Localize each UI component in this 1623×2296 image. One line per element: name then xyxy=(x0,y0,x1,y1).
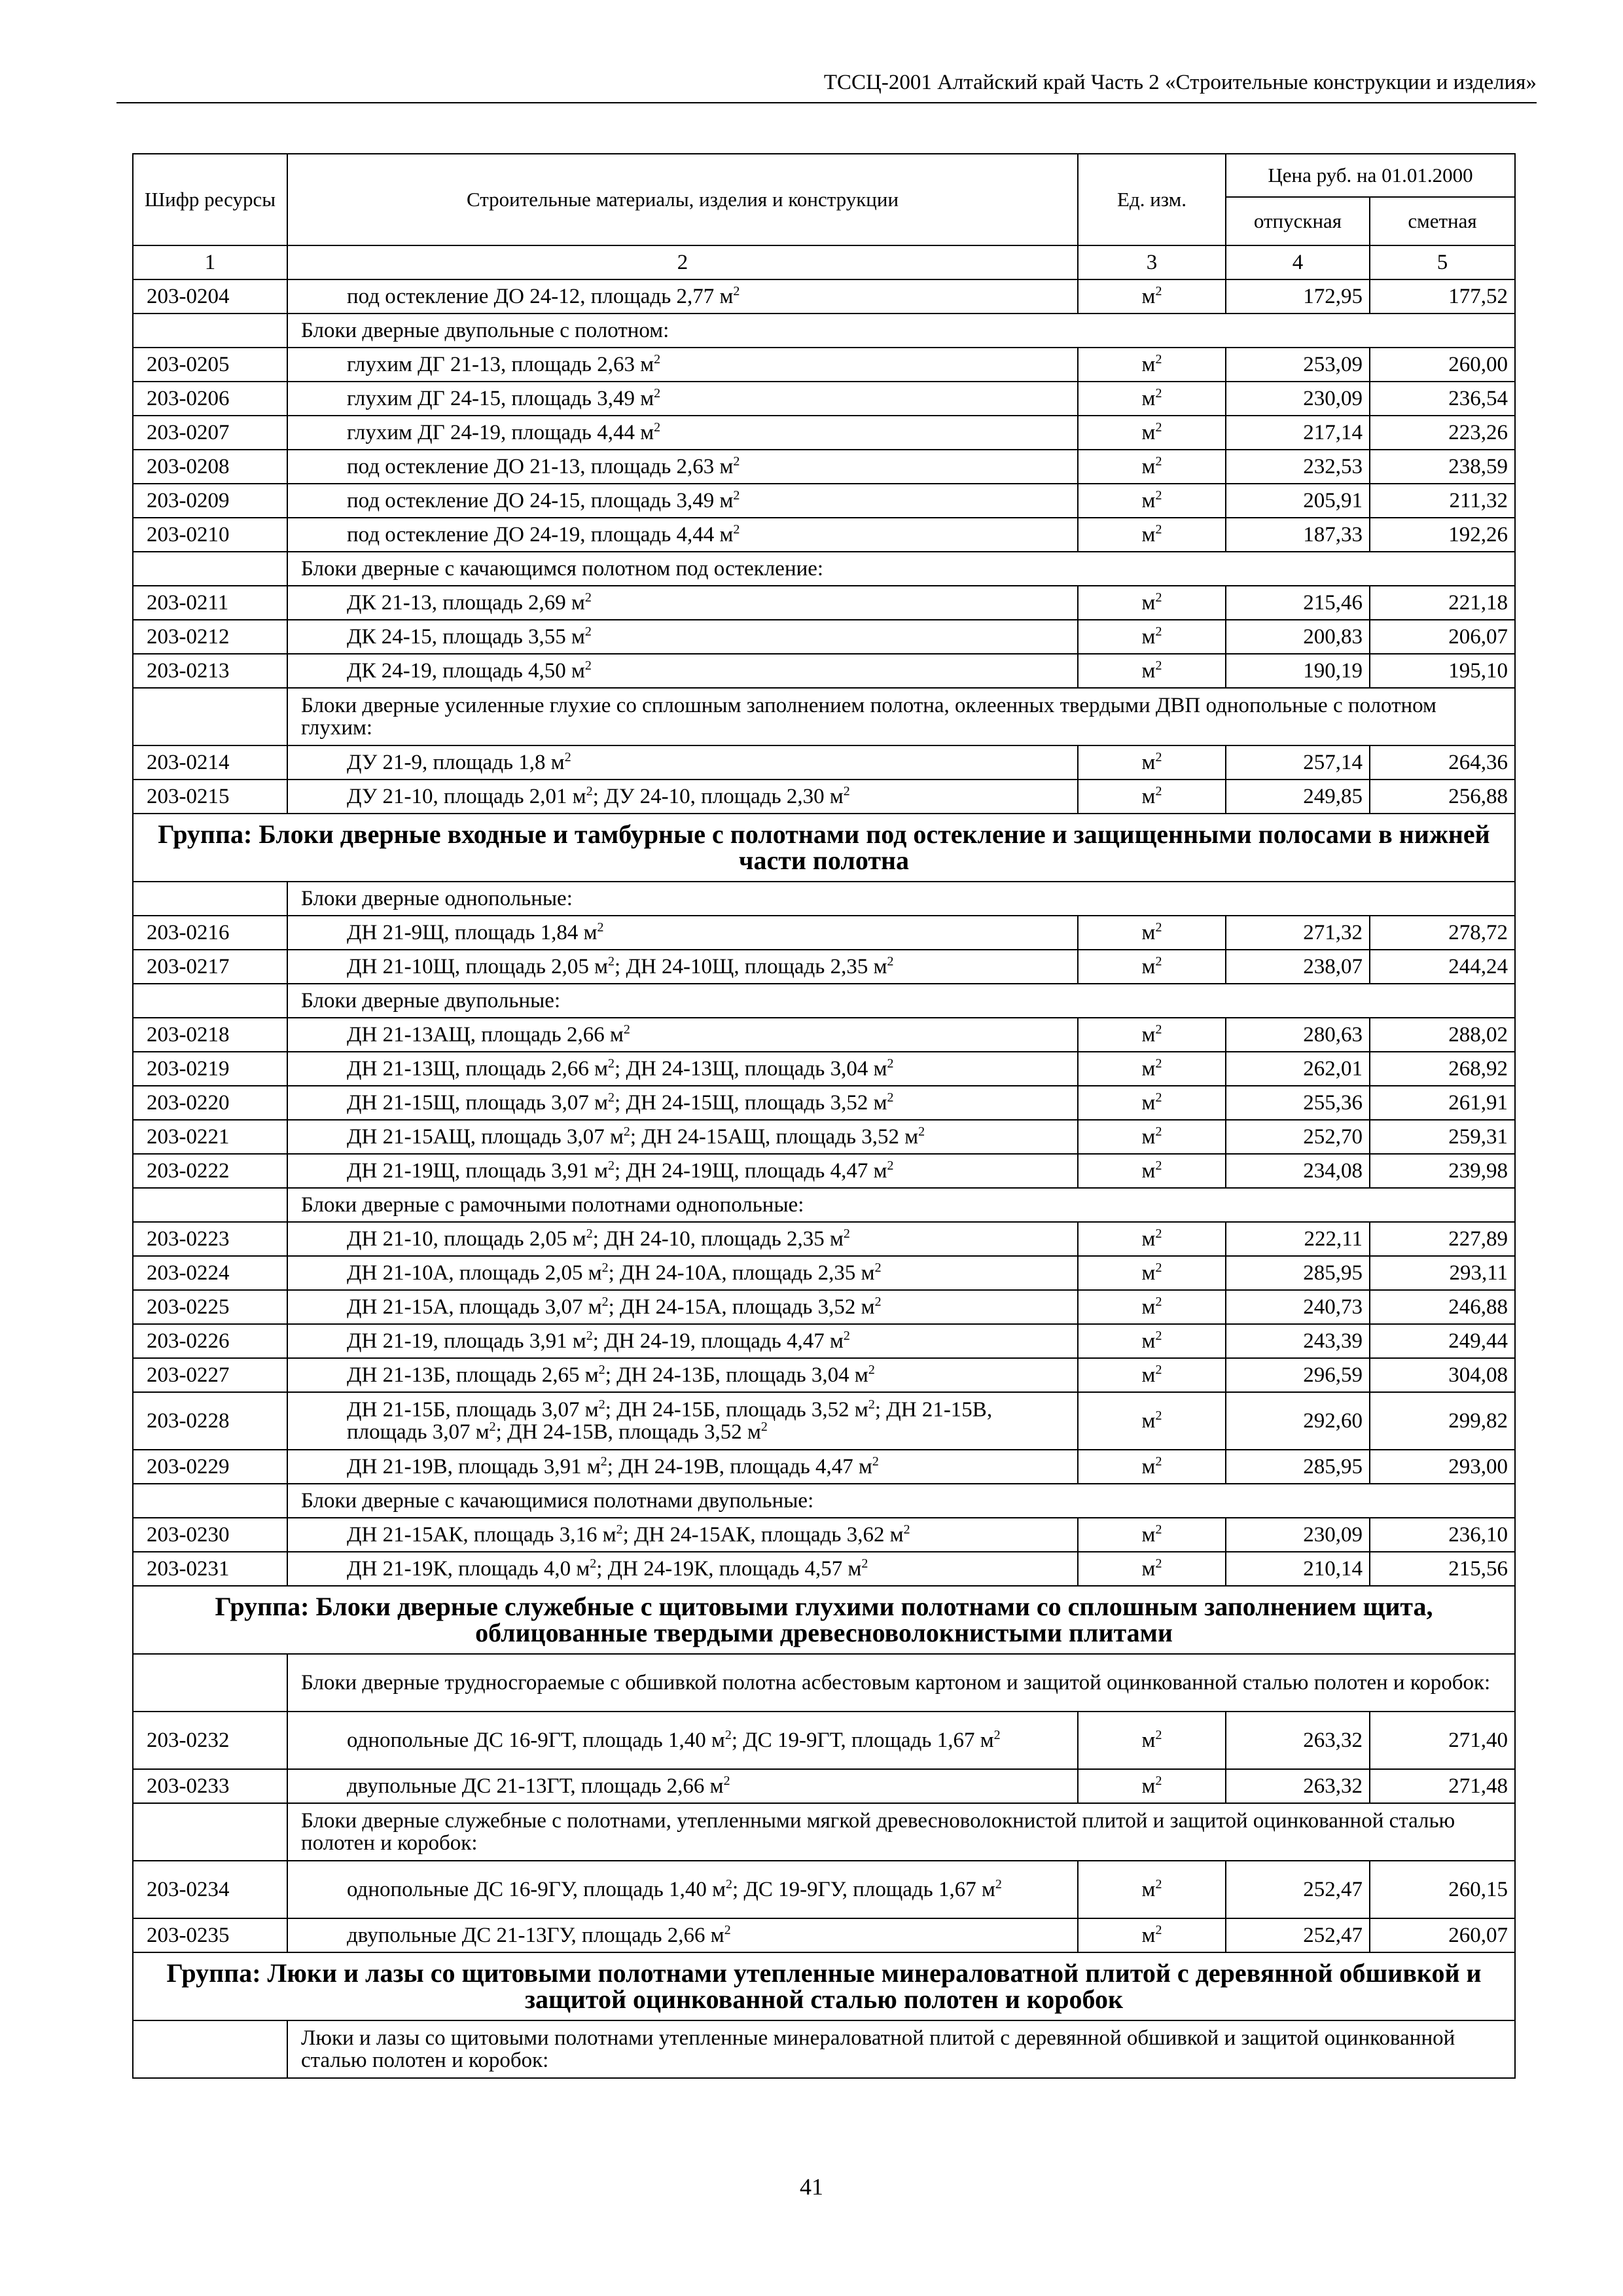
subheading-row xyxy=(133,2020,1515,2078)
item-estimate-price: 271,48 xyxy=(1370,1769,1515,1803)
empty-code-cell xyxy=(133,552,287,586)
item-unit: $м^2$ xyxy=(1078,1358,1226,1392)
item-unit: $м^2$ xyxy=(1078,1256,1226,1290)
group-heading-row xyxy=(133,1586,1515,1654)
group-heading-row xyxy=(133,814,1515,882)
item-code: 203-0232 xyxy=(133,1712,287,1769)
item-release-price: 222,11 xyxy=(1226,1222,1370,1256)
item-release-price: 172,95 xyxy=(1226,279,1370,314)
item-name: ДН 21-19, площадь 3,91 $м^2$; ДН 24-19, площадь 4,47 $м^2$ xyxy=(287,1324,1078,1358)
item-estimate-price: 244,24 xyxy=(1370,950,1515,984)
item-release-price: 210,14 xyxy=(1226,1552,1370,1586)
item-estimate-price: 223,26 xyxy=(1370,416,1515,450)
item-code: 203-0207 xyxy=(133,416,287,450)
item-code: 203-0227 xyxy=(133,1358,287,1392)
table-row xyxy=(133,1769,1515,1803)
col-number: 1 xyxy=(133,245,287,279)
subheading-text: Люки и лазы со щитовыми полотнами утепленные минераловатной плитой с деревянной обшивкой и защитой оцинкованной сталью полотен и коробок: xyxy=(287,2020,1515,2078)
item-unit: $м^2$ xyxy=(1078,450,1226,484)
item-release-price: 190,19 xyxy=(1226,654,1370,688)
item-name: двупольные ДС 21-13ГТ, площадь 2,66 $м^2$ xyxy=(287,1769,1078,1803)
item-code: 203-0218 xyxy=(133,1018,287,1052)
subheading-row xyxy=(133,688,1515,745)
item-name: ДН 21-13АЩ, площадь 2,66 $м^2$ xyxy=(287,1018,1078,1052)
item-release-price: 255,36 xyxy=(1226,1086,1370,1120)
item-release-price: 249,85 xyxy=(1226,780,1370,814)
item-code: 203-0219 xyxy=(133,1052,287,1086)
item-estimate-price: 192,26 xyxy=(1370,518,1515,552)
item-unit: $м^2$ xyxy=(1078,780,1226,814)
table-row xyxy=(133,1290,1515,1324)
item-name: под остекление ДО 21-13, площадь 2,63 $м^2$ xyxy=(287,450,1078,484)
table-row xyxy=(133,950,1515,984)
item-unit: $м^2$ xyxy=(1078,1120,1226,1154)
subheading-row xyxy=(133,1654,1515,1712)
item-estimate-price: 221,18 xyxy=(1370,586,1515,620)
table-row xyxy=(133,1324,1515,1358)
item-estimate-price: 260,07 xyxy=(1370,1918,1515,1952)
item-estimate-price: 215,56 xyxy=(1370,1552,1515,1586)
item-estimate-price: 260,00 xyxy=(1370,348,1515,382)
empty-code-cell xyxy=(133,314,287,348)
item-name: ДН 21-15Щ, площадь 3,07 $м^2$; ДН 24-15Щ, площадь 3,52 $м^2$ xyxy=(287,1086,1078,1120)
item-name: глухим ДГ 21-13, площадь 2,63 $м^2$ xyxy=(287,348,1078,382)
item-code: 203-0217 xyxy=(133,950,287,984)
item-estimate-price: 268,92 xyxy=(1370,1052,1515,1086)
table-row xyxy=(133,1052,1515,1086)
item-code: 203-0221 xyxy=(133,1120,287,1154)
item-estimate-price: 249,44 xyxy=(1370,1324,1515,1358)
item-name: ДУ 21-9, площадь 1,8 $м^2$ xyxy=(287,745,1078,780)
table-row xyxy=(133,1154,1515,1188)
item-release-price: 252,70 xyxy=(1226,1120,1370,1154)
table-row xyxy=(133,279,1515,314)
item-unit: $м^2$ xyxy=(1078,416,1226,450)
item-unit: $м^2$ xyxy=(1078,1052,1226,1086)
empty-code-cell xyxy=(133,1654,287,1712)
subheading-row xyxy=(133,1484,1515,1518)
page-number: 41 xyxy=(800,2174,823,2200)
item-name: ДК 24-15, площадь 3,55 $м^2$ xyxy=(287,620,1078,654)
col-number: 4 xyxy=(1226,245,1370,279)
item-code: 203-0224 xyxy=(133,1256,287,1290)
item-code: 203-0216 xyxy=(133,916,287,950)
group-heading: Группа: Блоки дверные служебные с щитовыми глухими полотнами со сплошным заполнением щита, облицованные твердыми древесноволокнистыми плитами xyxy=(133,1586,1515,1654)
subheading-row xyxy=(133,314,1515,348)
item-release-price: 253,09 xyxy=(1226,348,1370,382)
table-row xyxy=(133,416,1515,450)
table-body xyxy=(133,279,1515,2078)
item-unit: $м^2$ xyxy=(1078,1290,1226,1324)
item-release-price: 243,39 xyxy=(1226,1324,1370,1358)
item-unit: $м^2$ xyxy=(1078,518,1226,552)
header-unit: Ед. изм. xyxy=(1078,154,1226,245)
item-unit: $м^2$ xyxy=(1078,620,1226,654)
item-unit: $м^2$ xyxy=(1078,1018,1226,1052)
item-release-price: 285,95 xyxy=(1226,1450,1370,1484)
table-row xyxy=(133,1861,1515,1918)
header-code: Шифр ресурсы xyxy=(133,154,287,245)
item-unit: $м^2$ xyxy=(1078,654,1226,688)
item-estimate-price: 261,91 xyxy=(1370,1086,1515,1120)
empty-code-cell xyxy=(133,1188,287,1222)
subheading-text: Блоки дверные служебные с полотнами, утепленными мягкой древесноволокнистой плитой и защитой оцинкованной сталью полотен и коробок: xyxy=(287,1803,1515,1861)
item-unit: $м^2$ xyxy=(1078,745,1226,780)
subheading-text: Блоки дверные однопольные: xyxy=(287,882,1515,916)
item-code: 203-0206 xyxy=(133,382,287,416)
table-row xyxy=(133,1222,1515,1256)
table-row xyxy=(133,620,1515,654)
subheading-row xyxy=(133,1803,1515,1861)
item-release-price: 238,07 xyxy=(1226,950,1370,984)
item-name: ДУ 21-10, площадь 2,01 $м^2$; ДУ 24-10, площадь 2,30 $м^2$ xyxy=(287,780,1078,814)
item-code: 203-0205 xyxy=(133,348,287,382)
item-unit: $м^2$ xyxy=(1078,1450,1226,1484)
item-name: однопольные ДС 16-9ГТ, площадь 1,40 $м^2$; ДС 19-9ГТ, площадь 1,67 $м^2$ xyxy=(287,1712,1078,1769)
item-release-price: 252,47 xyxy=(1226,1918,1370,1952)
item-name: ДН 21-19Щ, площадь 3,91 $м^2$; ДН 24-19Щ, площадь 4,47 $м^2$ xyxy=(287,1154,1078,1188)
item-unit: $м^2$ xyxy=(1078,1918,1226,1952)
subheading-text: Блоки дверные с качающимися полотнами двупольные: xyxy=(287,1484,1515,1518)
item-estimate-price: 211,32 xyxy=(1370,484,1515,518)
item-code: 203-0214 xyxy=(133,745,287,780)
item-estimate-price: 256,88 xyxy=(1370,780,1515,814)
item-unit: $м^2$ xyxy=(1078,1086,1226,1120)
header-price: Цена руб. на 01.01.2000 xyxy=(1226,154,1515,197)
item-unit: $м^2$ xyxy=(1078,586,1226,620)
item-code: 203-0209 xyxy=(133,484,287,518)
item-code: 203-0228 xyxy=(133,1392,287,1450)
item-name: под остекление ДО 24-12, площадь 2,77 $м^2$ xyxy=(287,279,1078,314)
item-estimate-price: 246,88 xyxy=(1370,1290,1515,1324)
subheading-row xyxy=(133,1188,1515,1222)
table-row xyxy=(133,348,1515,382)
empty-code-cell xyxy=(133,882,287,916)
item-release-price: 280,63 xyxy=(1226,1018,1370,1052)
item-unit: $м^2$ xyxy=(1078,950,1226,984)
item-release-price: 240,73 xyxy=(1226,1290,1370,1324)
item-code: 203-0215 xyxy=(133,780,287,814)
item-release-price: 263,32 xyxy=(1226,1712,1370,1769)
item-code: 203-0213 xyxy=(133,654,287,688)
table-row xyxy=(133,654,1515,688)
table-row xyxy=(133,1392,1515,1450)
table-row xyxy=(133,1256,1515,1290)
item-estimate-price: 236,54 xyxy=(1370,382,1515,416)
item-estimate-price: 278,72 xyxy=(1370,916,1515,950)
item-release-price: 271,32 xyxy=(1226,916,1370,950)
price-table xyxy=(132,153,1516,2079)
table-row xyxy=(133,780,1515,814)
item-code: 203-0233 xyxy=(133,1769,287,1803)
item-estimate-price: 304,08 xyxy=(1370,1358,1515,1392)
table-row xyxy=(133,1450,1515,1484)
item-estimate-price: 299,82 xyxy=(1370,1392,1515,1450)
table-row xyxy=(133,1120,1515,1154)
item-release-price: 234,08 xyxy=(1226,1154,1370,1188)
item-code: 203-0223 xyxy=(133,1222,287,1256)
item-code: 203-0212 xyxy=(133,620,287,654)
subheading-text: Блоки дверные трудносгораемые с обшивкой полотна асбестовым картоном и защитой оцинкованной сталью полотен и коробок: xyxy=(287,1654,1515,1712)
item-estimate-price: 260,15 xyxy=(1370,1861,1515,1918)
item-release-price: 296,59 xyxy=(1226,1358,1370,1392)
item-unit: $м^2$ xyxy=(1078,1154,1226,1188)
table-row xyxy=(133,382,1515,416)
item-name: ДН 21-13Б, площадь 2,65 $м^2$; ДН 24-13Б, площадь 3,04 $м^2$ xyxy=(287,1358,1078,1392)
item-code: 203-0230 xyxy=(133,1518,287,1552)
item-name: ДН 21-9Щ, площадь 1,84 $м^2$ xyxy=(287,916,1078,950)
item-estimate-price: 227,89 xyxy=(1370,1222,1515,1256)
item-name: глухим ДГ 24-15, площадь 3,49 $м^2$ xyxy=(287,382,1078,416)
item-name: ДН 21-13Щ, площадь 2,66 $м^2$; ДН 24-13Щ, площадь 3,04 $м^2$ xyxy=(287,1052,1078,1086)
item-name: однопольные ДС 16-9ГУ, площадь 1,40 $м^2$; ДС 19-9ГУ, площадь 1,67 $м^2$ xyxy=(287,1861,1078,1918)
item-estimate-price: 293,00 xyxy=(1370,1450,1515,1484)
item-unit: $м^2$ xyxy=(1078,484,1226,518)
header-name: Строительные материалы, изделия и конструкции xyxy=(287,154,1078,245)
item-name: под остекление ДО 24-19, площадь 4,44 $м^2$ xyxy=(287,518,1078,552)
group-heading: Группа: Блоки дверные входные и тамбурные с полотнами под остекление и защищенными полосами в нижней части полотна xyxy=(133,814,1515,882)
item-estimate-price: 177,52 xyxy=(1370,279,1515,314)
table-row xyxy=(133,1358,1515,1392)
item-release-price: 262,01 xyxy=(1226,1052,1370,1086)
subheading-text: Блоки дверные с рамочными полотнами однопольные: xyxy=(287,1188,1515,1222)
item-unit: $м^2$ xyxy=(1078,1769,1226,1803)
item-estimate-price: 288,02 xyxy=(1370,1018,1515,1052)
header-release-price: отпускная xyxy=(1226,197,1370,245)
item-name: ДН 21-15Б, площадь 3,07 $м^2$; ДН 24-15Б, площадь 3,52 $м^2$; ДН 21-15В, площадь 3,07 $м^2$; ДН 24-15В, площадь 3,52 $м^2$ xyxy=(287,1392,1078,1450)
subheading-text: Блоки дверные двупольные: xyxy=(287,984,1515,1018)
item-estimate-price: 293,11 xyxy=(1370,1256,1515,1290)
item-name: ДН 21-10, площадь 2,05 $м^2$; ДН 24-10, площадь 2,35 $м^2$ xyxy=(287,1222,1078,1256)
item-code: 203-0229 xyxy=(133,1450,287,1484)
header-rule xyxy=(116,102,1537,103)
empty-code-cell xyxy=(133,984,287,1018)
table-row xyxy=(133,1918,1515,1952)
item-release-price: 257,14 xyxy=(1226,745,1370,780)
item-code: 203-0211 xyxy=(133,586,287,620)
table-row xyxy=(133,1712,1515,1769)
item-unit: $м^2$ xyxy=(1078,1712,1226,1769)
table-row xyxy=(133,586,1515,620)
item-unit: $м^2$ xyxy=(1078,1324,1226,1358)
item-unit: $м^2$ xyxy=(1078,279,1226,314)
table-row xyxy=(133,745,1515,780)
col-number: 5 xyxy=(1370,245,1515,279)
item-name: ДН 21-15АК, площадь 3,16 $м^2$; ДН 24-15АК, площадь 3,62 $м^2$ xyxy=(287,1518,1078,1552)
item-code: 203-0220 xyxy=(133,1086,287,1120)
item-name: ДН 21-15А, площадь 3,07 $м^2$; ДН 24-15А, площадь 3,52 $м^2$ xyxy=(287,1290,1078,1324)
item-estimate-price: 271,40 xyxy=(1370,1712,1515,1769)
item-code: 203-0222 xyxy=(133,1154,287,1188)
item-unit: $м^2$ xyxy=(1078,1222,1226,1256)
empty-code-cell xyxy=(133,2020,287,2078)
item-code: 203-0208 xyxy=(133,450,287,484)
item-unit: $м^2$ xyxy=(1078,1861,1226,1918)
item-code: 203-0235 xyxy=(133,1918,287,1952)
table-row xyxy=(133,450,1515,484)
item-name: ДН 21-19К, площадь 4,0 $м^2$; ДН 24-19К, площадь 4,57 $м^2$ xyxy=(287,1552,1078,1586)
item-release-price: 230,09 xyxy=(1226,1518,1370,1552)
table-row xyxy=(133,1018,1515,1052)
item-name: ДН 21-10Щ, площадь 2,05 $м^2$; ДН 24-10Щ, площадь 2,35 $м^2$ xyxy=(287,950,1078,984)
item-unit: $м^2$ xyxy=(1078,348,1226,382)
item-code: 203-0225 xyxy=(133,1290,287,1324)
item-name: ДК 24-19, площадь 4,50 $м^2$ xyxy=(287,654,1078,688)
item-release-price: 200,83 xyxy=(1226,620,1370,654)
item-name: ДК 21-13, площадь 2,69 $м^2$ xyxy=(287,586,1078,620)
item-name: двупольные ДС 21-13ГУ, площадь 2,66 $м^2$ xyxy=(287,1918,1078,1952)
subheading-row xyxy=(133,552,1515,586)
item-code: 203-0234 xyxy=(133,1861,287,1918)
item-code: 203-0231 xyxy=(133,1552,287,1586)
table-row xyxy=(133,1086,1515,1120)
table-row xyxy=(133,518,1515,552)
table-row xyxy=(133,1518,1515,1552)
item-estimate-price: 206,07 xyxy=(1370,620,1515,654)
item-unit: $м^2$ xyxy=(1078,916,1226,950)
group-heading-row xyxy=(133,1952,1515,2020)
item-release-price: 215,46 xyxy=(1226,586,1370,620)
item-release-price: 230,09 xyxy=(1226,382,1370,416)
subheading-row xyxy=(133,882,1515,916)
group-heading: Группа: Люки и лазы со щитовыми полотнами утепленные минераловатной плитой с деревянной обшивкой и защитой оцинкованной сталью полотен и коробок xyxy=(133,1952,1515,2020)
item-release-price: 205,91 xyxy=(1226,484,1370,518)
empty-code-cell xyxy=(133,688,287,745)
item-name: ДН 21-19В, площадь 3,91 $м^2$; ДН 24-19В, площадь 4,47 $м^2$ xyxy=(287,1450,1078,1484)
item-name: ДН 21-15АЩ, площадь 3,07 $м^2$; ДН 24-15АЩ, площадь 3,52 $м^2$ xyxy=(287,1120,1078,1154)
empty-code-cell xyxy=(133,1484,287,1518)
item-estimate-price: 195,10 xyxy=(1370,654,1515,688)
item-release-price: 285,95 xyxy=(1226,1256,1370,1290)
subheading-row xyxy=(133,984,1515,1018)
table-row xyxy=(133,1552,1515,1586)
item-release-price: 232,53 xyxy=(1226,450,1370,484)
item-unit: $м^2$ xyxy=(1078,382,1226,416)
header-estimate-price: сметная xyxy=(1370,197,1515,245)
running-header: ТССЦ-2001 Алтайский край Часть 2 «Строительные конструкции и изделия» xyxy=(823,71,1537,94)
item-code: 203-0204 xyxy=(133,279,287,314)
table-row xyxy=(133,484,1515,518)
item-estimate-price: 236,10 xyxy=(1370,1518,1515,1552)
item-estimate-price: 264,36 xyxy=(1370,745,1515,780)
item-release-price: 292,60 xyxy=(1226,1392,1370,1450)
item-unit: $м^2$ xyxy=(1078,1392,1226,1450)
item-release-price: 187,33 xyxy=(1226,518,1370,552)
item-estimate-price: 259,31 xyxy=(1370,1120,1515,1154)
table-row xyxy=(133,916,1515,950)
item-code: 203-0226 xyxy=(133,1324,287,1358)
item-estimate-price: 239,98 xyxy=(1370,1154,1515,1188)
col-number: 3 xyxy=(1078,245,1226,279)
subheading-text: Блоки дверные с качающимся полотном под остекление: xyxy=(287,552,1515,586)
subheading-text: Блоки дверные двупольные с полотном: xyxy=(287,314,1515,348)
item-unit: $м^2$ xyxy=(1078,1552,1226,1586)
table-header xyxy=(133,154,1515,279)
subheading-text: Блоки дверные усиленные глухие со сплошным заполнением полотна, оклеенных твердыми ДВП однопольные с полотном глухим: xyxy=(287,688,1515,745)
item-name: глухим ДГ 24-19, площадь 4,44 $м^2$ xyxy=(287,416,1078,450)
col-number: 2 xyxy=(287,245,1078,279)
item-code: 203-0210 xyxy=(133,518,287,552)
item-name: под остекление ДО 24-15, площадь 3,49 $м^2$ xyxy=(287,484,1078,518)
item-estimate-price: 238,59 xyxy=(1370,450,1515,484)
item-unit: $м^2$ xyxy=(1078,1518,1226,1552)
item-release-price: 252,47 xyxy=(1226,1861,1370,1918)
item-release-price: 217,14 xyxy=(1226,416,1370,450)
item-release-price: 263,32 xyxy=(1226,1769,1370,1803)
item-name: ДН 21-10А, площадь 2,05 $м^2$; ДН 24-10А, площадь 2,35 $м^2$ xyxy=(287,1256,1078,1290)
empty-code-cell xyxy=(133,1803,287,1861)
